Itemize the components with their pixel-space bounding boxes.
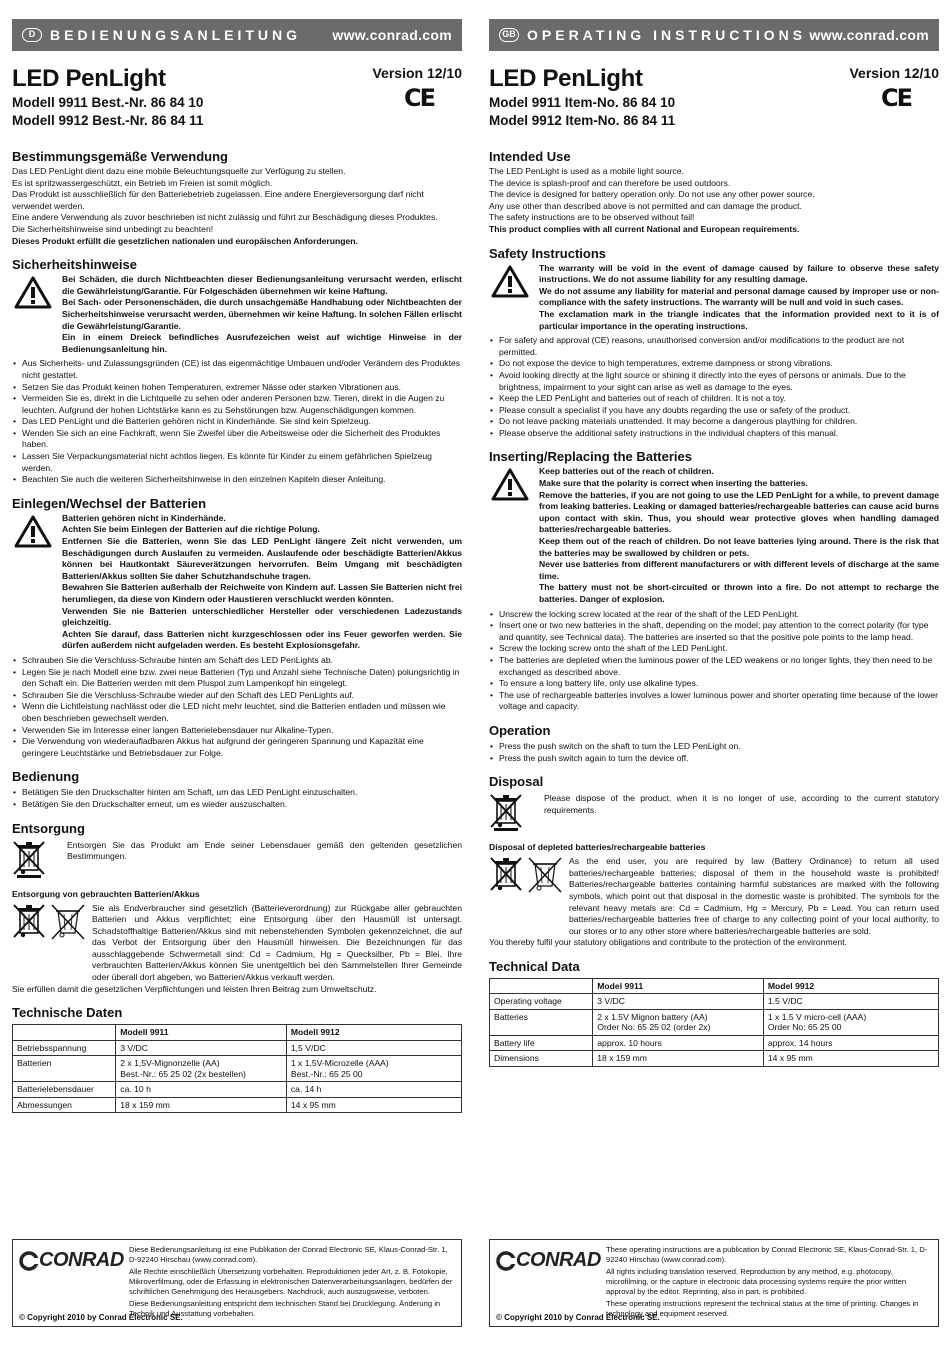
battery-disposal-text: As the end user, you are required by law (Battery Ordinance) to return all used batteries/rechargeable batteries; disposal of them in the household waste is prohibited! Batteries/rechargeable batteries containing harmful substances are marked with the following symbols, which point out that disposal in the domestic waste is prohibited. The symbols for the relevant heavy metals are: Cd = Cadmium, Hg = Mercury, Pb = Lead. You can return used batteries/rechargeable batteries free of charge to any collecting point of your local authority, to our stores or to any other store where batteries/rechargeable batteries are sold. xyxy=(569,856,939,936)
paragraph: Es ist spritzwassergeschützt, ein Betrieb im Freien ist somit möglich. xyxy=(12,177,273,188)
section-heading: Disposal xyxy=(489,774,544,790)
paragraph: Verwenden Sie nie Batterien unterschiedlicher Hersteller oder verschiedenen Ladezustands gleichzeitig. xyxy=(62,605,462,628)
list-item: • The batteries are depleted when the luminous power of the LED weakens or no longer lights, they then need to be exchanged as described above. xyxy=(489,655,939,678)
paragraph: The device is designed for battery operation only. Do not use any other power source. xyxy=(489,189,815,200)
product-title: LED PenLight xyxy=(489,65,643,92)
paragraph: These operating instructions are a publication by Conrad Electronic SE, Klaus-Conrad-Str. 1, D-92240 Hirschau (www.conrad.com). xyxy=(606,1245,928,1264)
warning-block xyxy=(12,513,462,652)
paragraph: Bei Sach- oder Personenschäden, die durch unsachgemäße Handhabung oder Nichtbeachten der Sicherheitshinweise verursacht werden, übernehmen wir keine Haftung. In solchen Fällen erlischt die Gewährleistung/Garantie. xyxy=(62,297,462,331)
product-title: LED PenLight xyxy=(12,65,166,92)
list-item: • For safety and approval (CE) reasons, unauthorised conversion and/or modifications to the product are not permitted. xyxy=(489,335,939,358)
table-cell: 3 V/DC xyxy=(593,994,764,1010)
list-item: • Please observe the additional safety instructions in the individual chapters of this manual. xyxy=(489,428,939,440)
safety-section xyxy=(12,257,462,486)
paragraph: We do not assume any liability for material and personal damage caused by improper use or non-compliance with the safety instructions. The warranty will be null and void in such cases. xyxy=(539,285,939,308)
list-item: • The use of rechargeable batteries involves a lower luminous power and shorter operating time because of the lower voltage and capacity. xyxy=(489,690,939,713)
paragraph: Achten Sie beim Einlegen der Batterien auf die richtige Polung. xyxy=(62,524,320,535)
paragraph: Das Produkt ist ausschließlich für den Batteriebetrieb zugelassen. Eine andere Energieversorgung darf nicht verwendet werden. xyxy=(12,189,424,211)
paragraph: The safety instructions are to be observed without fail! xyxy=(489,212,695,223)
disposal-section xyxy=(489,774,939,949)
list-item: • Verwenden Sie im Interesse einer langen Batterielebensdauer nur Alkaline-Typen. xyxy=(12,725,462,737)
list-item: • Screw the locking screw onto the shaft of the LED PenLight. xyxy=(489,643,939,655)
table-cell: Betriebsspannung xyxy=(13,1040,116,1056)
paragraph: Ein in einem Dreieck befindliches Ausrufezeichen weist auf wichtige Hinweise in der Bedienungsanleitung hin. xyxy=(62,332,462,354)
table-header-cell: Modell 9911 xyxy=(116,1025,287,1041)
paragraph: Keep batteries out of the reach of children. xyxy=(539,466,714,477)
battery-disposal-subheading: Entsorgung von gebrauchten Batterien/Akkus xyxy=(12,888,200,899)
technical-data-section xyxy=(12,1005,462,1113)
battery-disposal-subheading: Disposal of depleted batteries/rechargeable batteries xyxy=(489,842,706,853)
table-header-cell xyxy=(490,978,593,994)
disposal-closing: You thereby fulfil your statutory obligations and contribute to the protection of the environment. xyxy=(489,937,847,948)
table-row xyxy=(490,994,939,1010)
paragraph: Any use other than described above is not permitted and can damage the product. xyxy=(489,200,802,211)
section-heading: Bedienung xyxy=(12,769,80,785)
intended-use-section xyxy=(12,149,462,247)
table-cell: Abmessungen xyxy=(13,1097,116,1113)
banner-title: OPERATING INSTRUCTIONS xyxy=(527,27,807,43)
crossed-bin-icon xyxy=(12,840,67,883)
english-column xyxy=(489,19,939,1339)
publisher-footer xyxy=(489,1239,939,1327)
section-heading: Entsorgung xyxy=(12,820,85,836)
table-row xyxy=(490,1051,939,1067)
paragraph: Remove the batteries, if you are not going to use the LED PenLight for a while, to prevent damage from leaking batteries. Leaking or damaged batteries/rechargeable batteries can cause acid burns upon contact with skin. Thus, you should wear protective gloves when handling damaged batteries/rechargeable batteries. xyxy=(539,489,939,535)
table-cell: 1,5 V/DC xyxy=(286,1040,461,1056)
crossed-bin-icon xyxy=(12,903,46,984)
list-item: • Setzen Sie das Produkt keinen hohen Temperaturen, extremer Nässe oder starken Vibrationen aus. xyxy=(12,382,462,394)
paragraph: Alle Rechte einschließlich Übersetzung vorbehalten. Reproduktionen jeder Art, z. B. Fotokopie, Mikroverfilmung, oder die Erfassung in elektronischen Datenverarbeitungsanlagen, bedürfen der schriftlichen Genehmigung des Herausgebers. Nachdruck, auch auszugsweise, verboten. xyxy=(129,1267,453,1296)
section-heading: Einlegen/Wechsel der Batterien xyxy=(12,495,207,511)
disposal-block xyxy=(12,840,462,883)
table-cell: Batteries xyxy=(490,1009,593,1035)
header-banner xyxy=(12,19,462,51)
list-item: • Das LED PenLight und die Batterien gehören nicht in Kinderhände. Sie sind kein Spielzeug. xyxy=(12,416,462,428)
list-item: • Aus Sicherheits- und Zulassungsgründen (CE) ist das eigenmächtige Umbauen und/oder Verändern des Produktes nicht gestattet. xyxy=(12,358,462,381)
table-cell: approx. 10 hours xyxy=(593,1035,764,1051)
table-header-row xyxy=(490,978,939,994)
table-header-cell: Model 9911 xyxy=(593,978,764,994)
warning-triangle-icon xyxy=(489,466,539,605)
paragraph: The exclamation mark in the triangle indicates that the information provided next to it is of particular importance in the operating instructions. xyxy=(539,308,939,331)
banner-url[interactable]: www.conrad.com xyxy=(332,27,452,43)
paragraph: The LED PenLight is used as a mobile light source. xyxy=(489,166,684,176)
paragraph: Diese Bedienungsanleitung ist eine Publikation der Conrad Electronic SE, Klaus-Conrad-Str. 1, D-92240 Hirschau (www.conrad.com). xyxy=(129,1245,448,1264)
list-item: • Please consult a specialist if you have any doubts regarding the use or safety of the product. xyxy=(489,405,939,417)
warning-block xyxy=(489,466,939,605)
ce-mark-icon: CE xyxy=(403,84,434,112)
list-item: • Wenn die Lichtleistung nachlässt oder die LED nicht mehr leuchtet, sind die Batterien entladen und müssen wie oben beschrieben gewechselt werden. xyxy=(12,701,462,724)
list-item: • Avoid looking directly at the light source or shining it directly into the eyes of persons or animals. Due to the brightness, impairment to your sight can arise as well as damage to the eyes. xyxy=(489,370,939,393)
table-cell: 2 x 1,5V-Mignonzelle (AA) Best.-Nr.: 65 25 02 (2x bestellen) xyxy=(116,1056,287,1082)
list-item: • Do not leave packing materials unattended. It may become a dangerous plaything for children. xyxy=(489,416,939,428)
product-header xyxy=(12,65,462,139)
paragraph: The device is splash-proof and can therefore be used outdoors. xyxy=(489,177,731,188)
conrad-logo-icon xyxy=(496,1251,516,1271)
banner-url[interactable]: www.conrad.com xyxy=(809,27,929,43)
list-item: • To ensure a long battery life, only use alkaline types. xyxy=(489,678,939,690)
ce-mark-icon: CE xyxy=(880,84,911,112)
paragraph: The battery must not be short-circuited or thrown into a fire. Do not attempt to recharge the batteries. Danger of explosion. xyxy=(539,582,939,604)
table-row xyxy=(13,1082,462,1098)
section-heading: Operation xyxy=(489,722,551,738)
list-item: • Lassen Sie Verpackungsmaterial nicht achtlos liegen. Es könnte für Kinder zu einem gefährlichen Spielzeug werden. xyxy=(12,451,462,474)
disposal-closing: Sie erfüllen damit die gesetzlichen Verpflichtungen und leisten Ihren Beitrag zum Umweltschutz. xyxy=(12,983,377,994)
warning-triangle-icon xyxy=(489,263,539,333)
section-heading: Technical Data xyxy=(489,958,580,974)
paragraph: Keep them out of the reach of children. Do not leave batteries lying around. There is the risk that the batteries may be swallowed by children or pets. xyxy=(539,536,939,558)
table-cell: 2 x 1.5V Mignon battery (AA) Order No: 65 25 02 (order 2x) xyxy=(593,1009,764,1035)
publisher-footer xyxy=(12,1239,462,1327)
table-cell: 1 x 1,5V-Microzelle (AAA) Best.-Nr.: 65 25 00 xyxy=(286,1056,461,1082)
conrad-logo xyxy=(19,1245,129,1321)
list-item: • Press the push switch again to turn the device off. xyxy=(489,753,939,765)
table-row xyxy=(13,1040,462,1056)
paragraph: Die Sicherheitshinweise sind unbedingt zu beachten! xyxy=(12,223,214,234)
compliance-statement: This product complies with all current National and European requirements. xyxy=(489,223,800,234)
table-row xyxy=(13,1097,462,1113)
technical-data-table xyxy=(12,1024,462,1113)
intended-use-section xyxy=(489,149,939,236)
safety-section xyxy=(489,246,939,440)
model-line-2: Modell 9912 Best.-Nr. 86 84 11 xyxy=(12,113,204,128)
table-cell: Battery life xyxy=(490,1035,593,1051)
section-heading: Technische Daten xyxy=(12,1005,123,1021)
table-row xyxy=(13,1056,462,1082)
copyright: © Copyright 2010 by Conrad Electronic SE. xyxy=(19,1313,183,1322)
paragraph: Achten Sie darauf, dass Batterien nicht kurzgeschlossen oder ins Feuer geworfen werden. Sie dürfen außerdem nicht aufgeladen werden. Es besteht Explosionsgefahr. xyxy=(62,628,462,651)
table-cell: ca. 10 h xyxy=(116,1082,287,1098)
table-cell: 14 x 95 mm xyxy=(763,1051,938,1067)
list-item: • Die Verwendung von wiederaufladbaren Akkus hat aufgrund der geringeren Spannung und Kapazität eine geringere Leuchtstärke und Betriebsdauer zur Folge. xyxy=(12,736,462,759)
batteries-section xyxy=(489,449,939,712)
table-header-cell: Modell 9912 xyxy=(286,1025,461,1041)
table-cell: Dimensions xyxy=(490,1051,593,1067)
section-heading: Safety Instructions xyxy=(489,245,607,261)
warning-block xyxy=(489,263,939,333)
logo-text: CONRAD xyxy=(516,1249,601,1271)
operation-section xyxy=(489,723,939,764)
crossed-battery-bin-icon xyxy=(48,903,88,984)
banner-title: BEDIENUNGSANLEITUNG xyxy=(50,27,302,43)
list-item: • Keep the LED PenLight and batteries out of reach of children. It is not a toy. xyxy=(489,393,939,405)
table-header-row xyxy=(13,1025,462,1041)
table-cell: Operating voltage xyxy=(490,994,593,1010)
disposal-section xyxy=(12,821,462,996)
table-cell: 1.5 V/DC xyxy=(763,994,938,1010)
table-cell: 14 x 95 mm xyxy=(286,1097,461,1113)
table-cell: approx. 14 hours xyxy=(763,1035,938,1051)
paragraph: All rights including translation reserved. Reproduction by any method, e.g. photocopy, microfilming, or the capture in electronic data processing systems require the prior written approval by the editor. Reprinting, also in part, is prohibited. xyxy=(606,1267,907,1296)
list-item: • Schrauben Sie die Verschluss-Schraube hinten am Schaft des LED PenLights ab. xyxy=(12,655,462,667)
list-item: • Betätigen Sie den Druckschalter hinten am Schaft, um das LED PenLight einzuschalten. xyxy=(12,787,462,799)
table-cell: 18 x 159 mm xyxy=(116,1097,287,1113)
paragraph: Entfernen Sie die Batterien, wenn Sie das LED PenLight längere Zeit nicht verwenden, um Beschädigungen durch Auslaufen zu vermeiden. Auslaufende oder beschädigte Batterien/Akkus können bei Hautkontakt Säureverätzungen hervorrufen. Beim Umgang mit beschädigten Batterien/Akkus sollten Sie daher Schutzhandschuhe tragen. xyxy=(62,536,462,581)
paragraph: Eine andere Verwendung als zuvor beschrieben ist nicht zulässig und führt zur Beschädigung dieses Produktes. xyxy=(12,212,438,223)
section-heading: Intended Use xyxy=(489,149,571,164)
paragraph: Bewahren Sie Batterien außerhalb der Reichweite von Kindern auf. Lassen Sie Batterien nicht frei herumliegen, da diese von Kindern oder Haustieren verschluckt werden könnten. xyxy=(62,582,462,604)
paragraph: Make sure that the polarity is correct when inserting the batteries. xyxy=(539,478,808,489)
paragraph: These operating instructions represent the technical status at the time of printing. Changes in technology and equipment reserved. xyxy=(606,1299,919,1318)
warning-triangle-icon xyxy=(12,274,62,355)
disposal-block xyxy=(489,793,939,836)
list-item: • Schrauben Sie die Verschluss-Schraube wieder auf den Schaft des LED PenLights auf. xyxy=(12,690,462,702)
version-label: Version 12/10 xyxy=(372,65,462,81)
model-line-1: Modell 9911 Best.-Nr. 86 84 10 xyxy=(12,95,204,110)
list-item: • Beachten Sie auch die weiteren Sicherheitshinweise in den einzelnen Kapiteln dieser Anleitung. xyxy=(12,474,462,486)
version-label: Version 12/10 xyxy=(849,65,939,81)
copyright: © Copyright 2010 by Conrad Electronic SE. xyxy=(496,1313,660,1322)
table-row xyxy=(490,1009,939,1035)
paragraph: Batterien gehören nicht in Kinderhände. xyxy=(62,512,226,523)
table-cell: 3 V/DC xyxy=(116,1040,287,1056)
language-badge: D xyxy=(22,28,42,42)
list-item: • Legen Sie je nach Modell eine bzw. zwei neue Batterien (Typ und Anzahl siehe Technische Daten) polungsrichtig in den Schaft ein. Die Batterien werden mit dem Pluspol zum Lampenkopf hin eingelegt. xyxy=(12,667,462,690)
compliance-statement: Dieses Produkt erfüllt die gesetzlichen nationalen und europäischen Anforderungen. xyxy=(12,235,358,246)
table-row xyxy=(490,1035,939,1051)
crossed-bin-icon xyxy=(489,856,523,937)
section-heading: Bestimmungsgemäße Verwendung xyxy=(12,149,228,164)
batteries-section xyxy=(12,496,462,759)
table-cell: Batterielebensdauer xyxy=(13,1082,116,1098)
disposal-text: Please dispose of the product, when it is no longer of use, according to the current statutory requirements. xyxy=(544,793,939,815)
paragraph: Never use batteries from different manufacturers or with different levels of discharge at the same time. xyxy=(539,559,939,581)
list-item: • Press the push switch on the shaft to turn the LED PenLight on. xyxy=(489,741,939,753)
technical-data-table xyxy=(489,978,939,1067)
crossed-bin-icon xyxy=(489,793,544,836)
conrad-logo-icon xyxy=(19,1251,39,1271)
paragraph: The warranty will be void in the event of damage caused by failure to observe these safety instructions. We do not assume liability for any resulting damage. xyxy=(539,262,939,285)
product-header xyxy=(489,65,939,139)
battery-disposal-block xyxy=(12,903,462,984)
table-cell: Batterien xyxy=(13,1056,116,1082)
conrad-logo xyxy=(496,1245,606,1321)
german-column xyxy=(12,19,462,1339)
battery-disposal-block xyxy=(489,856,939,937)
section-heading: Sicherheitshinweise xyxy=(12,257,137,273)
table-cell: 18 x 159 mm xyxy=(593,1051,764,1067)
section-heading: Inserting/Replacing the Batteries xyxy=(489,449,692,465)
language-badge: GB xyxy=(499,28,519,42)
disposal-text: Entsorgen Sie das Produkt am Ende seiner Lebensdauer gemäß den geltenden gesetzlichen Bestimmungen. xyxy=(67,839,462,862)
table-header-cell: Model 9912 xyxy=(763,978,938,994)
crossed-battery-bin-icon xyxy=(525,856,565,937)
list-item: • Betätigen Sie den Druckschalter erneut, um es wieder auszuschalten. xyxy=(12,799,462,811)
paragraph: Bei Schäden, die durch Nichtbeachten dieser Bedienungsanleitung verursacht werden, erlischt die Gewährleistung/Garantie. Für Folgeschäden übernehmen wir keine Haftung. xyxy=(62,274,462,296)
warning-triangle-icon xyxy=(12,513,62,652)
table-header-cell xyxy=(13,1025,116,1041)
technical-data-section xyxy=(489,959,939,1067)
battery-disposal-text: Sie als Endverbraucher sind gesetzlich (Batterieverordnung) zur Rückgabe aller gebrauchten Batterien und Akkus verpflichtet; eine Entsorgung über den Hausmüll ist untersagt. Schadstoffhaltige Batterien/Akkus sind mit nebenstehenden Symbolen gekennzeichnet, die auf das Verbot der Entsorgung über den Hausmüll hinweisen. Die Bezeichnungen für das ausschlaggebende Schwermetall sind: Cd = Cadmium, Hg = Quecksilber, Pb = Blei. Ihre verbrauchten Batterien/Akkus können Sie unentgeltlich bei den Sammelstellen Ihrer Gemeinde oder überall dort abgeben, wo Batterien/Akkus verkauft werden. xyxy=(92,902,462,983)
list-item: • Insert one or two new batteries in the shaft, depending on the model; pay attention to the correct polarity (for type and quantity, see Technical data). The batteries are inserted so that the positive pole points to the lamp head. xyxy=(489,620,939,643)
list-item: • Vermeiden Sie es, direkt in die Lichtquelle zu sehen oder anderen Personen bzw. Tieren, direkt in die Augen zu leuchten. Aufgrund der hohen Lichtstärke kann es zu Sehstörungen bzw. Augenschädigungen kommen. xyxy=(12,393,462,416)
list-item: • Do not expose the device to high temperatures, extreme dampness or strong vibrations. xyxy=(489,358,939,370)
paragraph: Das LED PenLight dient dazu eine mobile Beleuchtungsquelle zur Verfügung zu stellen. xyxy=(12,166,346,176)
warning-block xyxy=(12,274,462,355)
header-banner xyxy=(489,19,939,51)
table-cell: ca. 14 h xyxy=(286,1082,461,1098)
list-item: • Unscrew the locking screw located at the rear of the shaft of the LED PenLight. xyxy=(489,609,939,621)
model-line-1: Model 9911 Item-No. 86 84 10 xyxy=(489,95,676,110)
operation-section xyxy=(12,769,462,810)
paragraph: Diese Bedienungsanleitung entspricht dem technischen Stand bei Drucklegung. Änderung in Technik und Ausstattung vorbehalten. xyxy=(129,1299,441,1318)
model-line-2: Model 9912 Item-No. 86 84 11 xyxy=(489,113,676,128)
table-cell: 1 x 1.5 V micro-cell (AAA) Order No: 65 25 00 xyxy=(763,1009,938,1035)
list-item: • Wenden Sie sich an eine Fachkraft, wenn Sie Zweifel über die Arbeitsweise oder die Sicherheit des Produktes haben. xyxy=(12,428,462,451)
logo-text: CONRAD xyxy=(39,1249,124,1271)
